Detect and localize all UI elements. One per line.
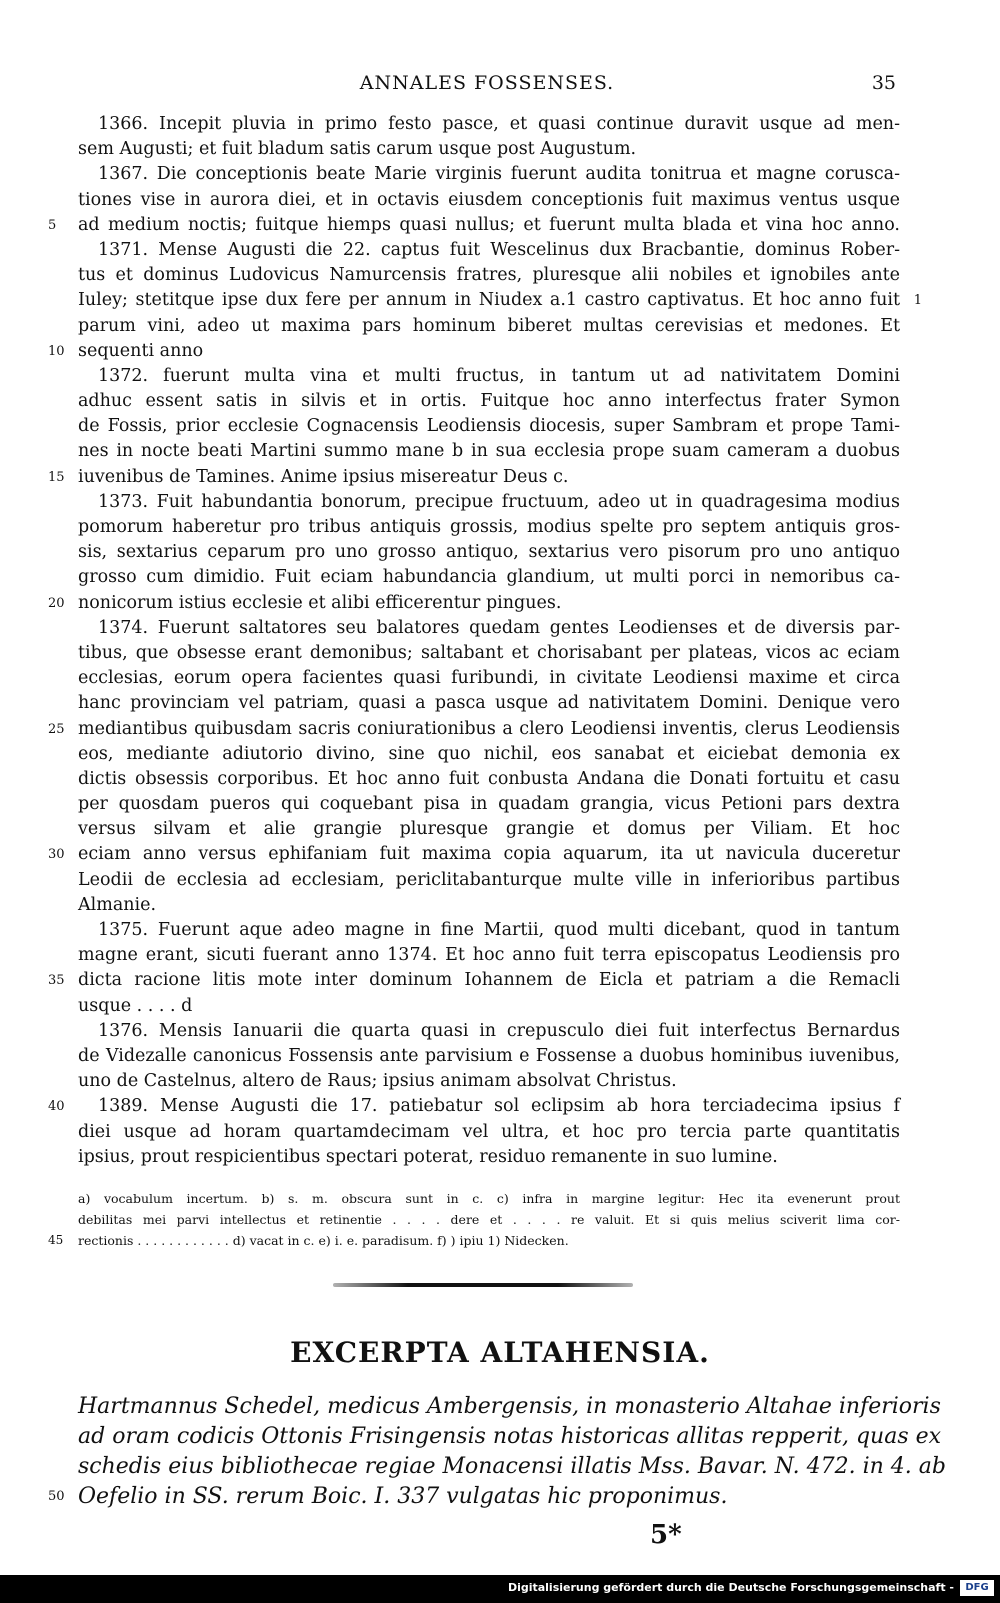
line-line — [78, 1392, 941, 1422]
line-line — [78, 364, 900, 389]
line-number: 15 — [48, 469, 65, 485]
line-text: diei usque ad horam quartamdecimam vel ultra, et hoc pro tercia parte quantitatis — [78, 1121, 900, 1142]
line-line — [78, 263, 900, 288]
line-text: dicta racione litis mote inter dominum Iohannem de Eicla et patriam a die Remacli — [78, 970, 900, 991]
line-text: 1373. Fuit habundantia bonorum, precipue fructuum, adeo ut in quadragesima modius — [98, 491, 900, 512]
line-line — [78, 1422, 942, 1452]
line-text: adhuc essent satis in silvis et in ortis. Fuitque hoc anno interfectus frater Symon — [78, 391, 900, 412]
line-text: 1374. Fuerunt saltatores seu balatores quedam gentes Leodienses et de diversis par- — [98, 617, 900, 638]
line-text: 1376. Mensis Ianuarii die quarta quasi in crepusculo diei fuit interfectus Bernardus — [98, 1020, 900, 1041]
line-text: sem Augusti; et fuit bladum satis carum usque post Augustum. — [78, 139, 637, 160]
line-line — [48, 1094, 900, 1119]
line-line — [78, 188, 900, 213]
line-line — [78, 1044, 900, 1069]
line-line — [78, 918, 900, 943]
line-line — [48, 339, 900, 364]
line-text: nes in nocte beati Martini summo mane b in sua ecclesia prope suam cameram a duobus — [78, 441, 900, 462]
line-line — [78, 162, 900, 187]
line-text: 1372. fuerunt multa vina et multi fructus, in tantum ut ad nativitatem Domini — [98, 365, 900, 386]
line-text: uno de Castelnus, altero de Raus; ipsius animam absolvat Christus. — [78, 1071, 677, 1092]
line-line — [78, 314, 900, 339]
line-line — [78, 414, 900, 439]
line-text: hanc provinciam vel patriam, quasi a pasca usque ad nativitatem Domini. Denique vero — [78, 693, 900, 714]
line-line — [78, 1452, 946, 1482]
line-line — [48, 465, 900, 490]
line-text: tiones vise in aurora diei, et in octavis eiusdem conceptionis fuit maximus ventus usque — [78, 189, 900, 210]
line-line — [48, 842, 900, 867]
line-line — [48, 213, 900, 238]
line-text: 1389. Mense Augusti die 17. patiebatur sol eclipsim ab hora terciadecima ipsius f — [98, 1096, 900, 1117]
line-line — [78, 112, 900, 137]
line-text: nonicorum istius ecclesie et alibi efficerentur pingues. — [78, 592, 562, 613]
line-line — [78, 1120, 900, 1145]
line-line — [78, 515, 900, 540]
dfg-logo-icon: DFG — [960, 1580, 994, 1596]
line-line — [78, 1019, 900, 1044]
line-text: mediantibus quibusdam sacris coniurationibus a clero Leodiensi inventis, clerus Leodiensis — [78, 718, 900, 739]
line-text: a) vocabulum incertum. b) s. m. obscura sunt in c. c) infra in margine legitur: Hec ita evenerunt prout — [78, 1191, 900, 1206]
line-line — [78, 742, 900, 767]
margin-note-number: 1 — [913, 293, 922, 309]
section-divider — [333, 1283, 633, 1287]
line-line — [78, 994, 900, 1019]
line-text: schedis eius bibliothecae regiae Monacensi illatis Mss. Bavar. N. 472. in 4. ab — [78, 1454, 946, 1479]
line-line — [78, 238, 900, 263]
line-text: Iuley; stetitque ipse dux fere per annum in Niudex a.1 castro captivatus. Et hoc anno fuit — [78, 290, 900, 311]
fn-line-line — [48, 1230, 900, 1251]
line-text: dictis obsessis corporibus. Et hoc anno fuit conbusta Andana die Donati fortuitu et casu — [78, 768, 900, 789]
line-text: sequenti anno — [78, 340, 204, 361]
line-text: iuvenibus de Tamines. Anime ipsius misereatur Deus c. — [78, 466, 569, 487]
line-text: versus silvam et alie grangie pluresque grangie et domus per Viliam. Et hoc — [78, 819, 900, 840]
line-text: 1367. Die conceptionis beate Marie virginis fuerunt audita tonitrua et magne corusca- — [98, 164, 900, 185]
line-line — [78, 893, 900, 918]
page-number: 35 — [871, 72, 896, 94]
line-text: rectionis . . . . . . . . . . . . d) vacat in c. e) i. e. paradisum. f) ) ipiu 1) Nidecken. — [78, 1233, 569, 1248]
line-text: sis, sextarius ceparum pro uno grosso antiquo, sextarius vero pisorum pro uno antiquo — [78, 542, 900, 563]
line-line — [48, 591, 900, 616]
footer-bar — [0, 1575, 1000, 1603]
line-text: per quosdam pueros qui coquebant pisa in quadam grangia, vicus Petioni pars dextra — [78, 794, 900, 815]
line-line — [78, 666, 900, 691]
line-line — [78, 767, 900, 792]
line-text: 1375. Fuerunt aque adeo magne in fine Martii, quod multi dicebant, quod in tantum — [98, 920, 900, 940]
line-number: 20 — [48, 595, 65, 611]
line-line — [78, 691, 900, 716]
line-number: 45 — [48, 1233, 64, 1247]
line-text: Oefelio in SS. rerum Boic. I. 337 vulgatas hic proponimus. — [78, 1484, 728, 1509]
line-text: ad medium noctis; fuitque hiemps quasi nullus; et fuerunt multa blada et vina hoc anno. — [78, 214, 900, 235]
line-line — [78, 565, 900, 590]
line-text: 1366. Incepit pluvia in primo festo pasce, et quasi continue duravit usque ad men- — [98, 114, 900, 134]
line-line — [78, 943, 900, 968]
line-text: ad oram codicis Ottonis Frisingensis notas historicas allitas repperit, quas ex — [78, 1424, 942, 1449]
line-text: tus et dominus Ludovicus Namurcensis fratres, pluresque alii nobiles et ignobiles ante — [78, 265, 900, 286]
line-text: parum vini, adeo ut maxima pars hominum biberet multas cerevisias et medones. Et — [78, 315, 900, 336]
page-header — [78, 70, 896, 100]
line-line — [78, 439, 900, 464]
signature-mark: 5* — [650, 1520, 682, 1550]
line-text: tibus, que obsesse erant demonibus; saltabant et chorisabant per plateas, vicos ac eciam — [78, 642, 900, 663]
line-line — [48, 968, 900, 993]
line-text: de Videzalle canonicus Fossensis ante parvisium e Fossense a duobus hominibus iuvenibus, — [78, 1045, 900, 1066]
line-number: 10 — [48, 343, 65, 359]
line-line — [78, 1145, 900, 1170]
line-text: de Fossis, prior ecclesie Cognacensis Leodiensis diocesis, super Sambram et prope Tami- — [78, 416, 900, 437]
line-line — [78, 868, 900, 893]
line-text: ipsius, prout respicientibus spectari poterat, residuo remanente in suo lumine. — [78, 1146, 778, 1167]
line-line — [78, 641, 900, 666]
line-text: ecclesias, eorum opera facientes quasi furibundi, in civitate Leodiensi maxime et circa — [78, 668, 900, 689]
line-text: pomorum haberetur pro tribus antiquis grossis, modius spelte pro septem antiquis gros- — [78, 517, 900, 537]
line-line — [78, 817, 900, 842]
running-title: ANNALES FOSSENSES. — [359, 72, 615, 94]
line-text: eos, mediante adiutorio divino, sine quo nichil, eos sanabat et eiciebat demonia ex — [78, 743, 900, 764]
line-line — [78, 288, 922, 313]
line-line — [78, 137, 900, 162]
line-line — [78, 490, 900, 515]
line-text: grosso cum dimidio. Fuit eciam habundancia glandium, ut multi porci in nemoribus ca- — [78, 567, 900, 588]
line-number: 30 — [48, 847, 65, 863]
line-number: 5 — [48, 217, 57, 233]
line-line — [48, 1482, 900, 1512]
line-number: 25 — [48, 721, 65, 737]
line-text: eciam anno versus ephifaniam fuit maxima copia aquarum, ita ut navicula duceretur — [78, 844, 900, 865]
line-line — [78, 389, 900, 414]
line-number: 50 — [48, 1489, 65, 1504]
line-text: debilitas mei parvi intellectus et retinentie . . . . dere et . . . . re valuit. Et si quis melius sciverit lima cor- — [78, 1212, 900, 1227]
section-intro — [48, 1392, 946, 1512]
line-line — [78, 792, 900, 817]
section-title: EXCERPTA ALTAHENSIA. — [290, 1336, 710, 1369]
line-text: magne erant, sicuti fuerant anno 1374. Et hoc anno fuit terra episcopatus Leodiensis pro — [78, 945, 900, 966]
line-text: 1371. Mense Augusti die 22. captus fuit Wescelinus dux Bracbantie, dominus Rober- — [98, 239, 900, 260]
main-text — [48, 112, 922, 1170]
line-number: 40 — [48, 1099, 65, 1115]
line-text: Hartmannus Schedel, medicus Ambergensis, in monasterio Altahae inferioris — [78, 1394, 941, 1419]
line-text: Almanie. — [78, 894, 157, 915]
line-line — [78, 616, 900, 641]
line-line — [78, 540, 900, 565]
line-line — [78, 1069, 900, 1094]
fn-line-line — [78, 1209, 900, 1230]
line-number: 35 — [48, 973, 65, 989]
footnotes — [48, 1188, 900, 1251]
line-text: usque . . . . d — [78, 995, 193, 1016]
line-line — [48, 717, 900, 742]
funding-note: Digitalisierung gefördert durch die Deutsche Forschungsgemeinschaft - — [507, 1581, 954, 1594]
fn-line-line — [78, 1188, 900, 1209]
line-text: Leodii de ecclesia ad ecclesiam, periclitabanturque multe ville in inferioribus partibus — [78, 869, 900, 890]
